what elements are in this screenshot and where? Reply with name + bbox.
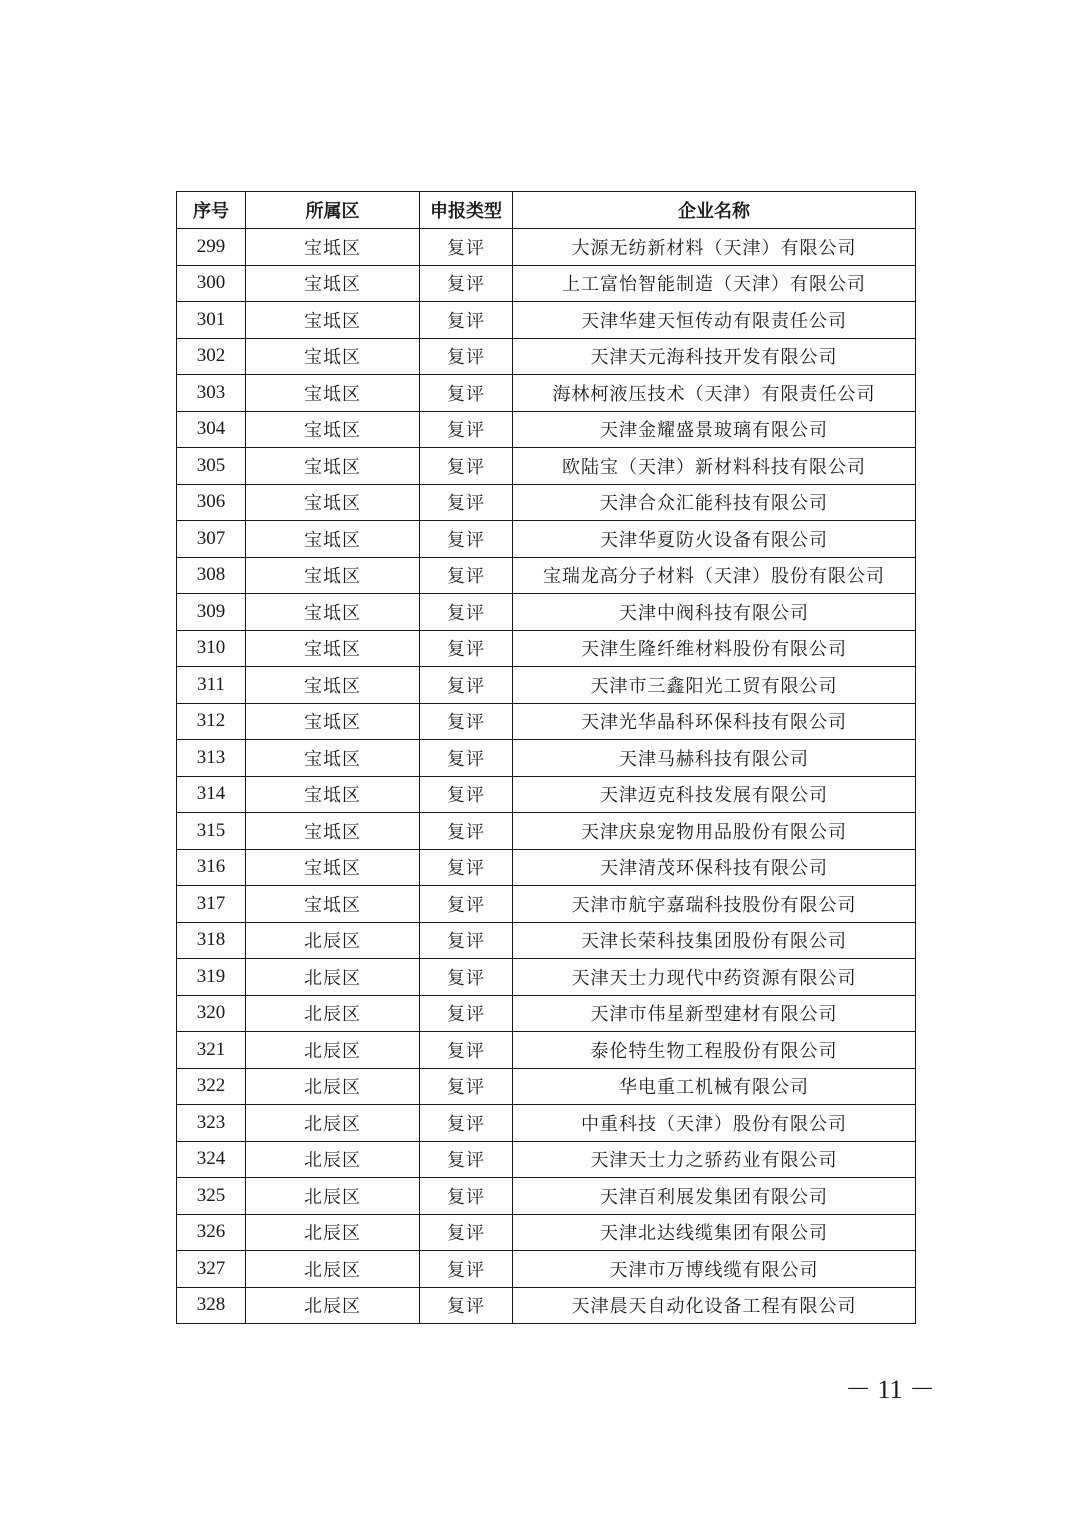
cell-district: 宝坻区 <box>246 740 420 777</box>
cell-serial-number: 304 <box>177 411 246 448</box>
cell-application-type: 复评 <box>420 959 513 996</box>
table-row <box>177 1032 916 1069</box>
cell-serial-number: 302 <box>177 338 246 375</box>
cell-application-type: 复评 <box>420 1287 513 1324</box>
cell-serial-number: 300 <box>177 265 246 302</box>
cell-serial-number: 314 <box>177 776 246 813</box>
cell-district: 北辰区 <box>246 1141 420 1178</box>
cell-company-name: 天津市航宇嘉瑞科技股份有限公司 <box>513 886 916 923</box>
cell-district: 宝坻区 <box>246 703 420 740</box>
cell-company-name: 天津华建天恒传动有限责任公司 <box>513 302 916 339</box>
cell-company-name: 天津光华晶科环保科技有限公司 <box>513 703 916 740</box>
cell-company-name: 天津迈克科技发展有限公司 <box>513 776 916 813</box>
company-list-table <box>176 191 916 1324</box>
cell-serial-number: 321 <box>177 1032 246 1069</box>
cell-district: 北辰区 <box>246 1214 420 1251</box>
cell-district: 北辰区 <box>246 1178 420 1215</box>
table-row <box>177 229 916 266</box>
cell-district: 宝坻区 <box>246 484 420 521</box>
cell-serial-number: 323 <box>177 1105 246 1142</box>
table-row <box>177 1141 916 1178</box>
cell-serial-number: 312 <box>177 703 246 740</box>
table-row <box>177 922 916 959</box>
cell-serial-number: 318 <box>177 922 246 959</box>
cell-company-name: 天津晨天自动化设备工程有限公司 <box>513 1287 916 1324</box>
page-number: － 11 － <box>845 1375 936 1404</box>
table-row <box>177 703 916 740</box>
cell-serial-number: 317 <box>177 886 246 923</box>
cell-company-name: 天津中阀科技有限公司 <box>513 594 916 631</box>
cell-district: 宝坻区 <box>246 630 420 667</box>
cell-serial-number: 310 <box>177 630 246 667</box>
cell-application-type: 复评 <box>420 813 513 850</box>
cell-application-type: 复评 <box>420 740 513 777</box>
header-district: 所属区 <box>246 192 420 229</box>
cell-district: 北辰区 <box>246 1068 420 1105</box>
table-row <box>177 1287 916 1324</box>
cell-application-type: 复评 <box>420 521 513 558</box>
cell-district: 宝坻区 <box>246 813 420 850</box>
cell-company-name: 天津华夏防火设备有限公司 <box>513 521 916 558</box>
table-row <box>177 1105 916 1142</box>
table-row <box>177 338 916 375</box>
table-row <box>177 302 916 339</box>
table-row <box>177 521 916 558</box>
cell-serial-number: 299 <box>177 229 246 266</box>
table-row <box>177 630 916 667</box>
cell-application-type: 复评 <box>420 229 513 266</box>
cell-serial-number: 320 <box>177 995 246 1032</box>
table-row <box>177 557 916 594</box>
cell-company-name: 天津长荣科技集团股份有限公司 <box>513 922 916 959</box>
cell-company-name: 天津合众汇能科技有限公司 <box>513 484 916 521</box>
cell-district: 宝坻区 <box>246 594 420 631</box>
cell-company-name: 天津天士力现代中药资源有限公司 <box>513 959 916 996</box>
cell-serial-number: 307 <box>177 521 246 558</box>
cell-district: 宝坻区 <box>246 557 420 594</box>
table-row <box>177 776 916 813</box>
table-row <box>177 995 916 1032</box>
table-row <box>177 740 916 777</box>
cell-application-type: 复评 <box>420 1214 513 1251</box>
cell-district: 宝坻区 <box>246 886 420 923</box>
cell-district: 北辰区 <box>246 1105 420 1142</box>
cell-serial-number: 311 <box>177 667 246 704</box>
cell-application-type: 复评 <box>420 265 513 302</box>
cell-serial-number: 303 <box>177 375 246 412</box>
cell-district: 宝坻区 <box>246 229 420 266</box>
table-row <box>177 375 916 412</box>
cell-district: 北辰区 <box>246 922 420 959</box>
cell-serial-number: 324 <box>177 1141 246 1178</box>
cell-application-type: 复评 <box>420 484 513 521</box>
cell-serial-number: 325 <box>177 1178 246 1215</box>
header-company-name: 企业名称 <box>513 192 916 229</box>
cell-application-type: 复评 <box>420 1032 513 1069</box>
table-header-row <box>177 192 916 229</box>
cell-company-name: 天津清茂环保科技有限公司 <box>513 849 916 886</box>
cell-application-type: 复评 <box>420 338 513 375</box>
cell-company-name: 天津生隆纤维材料股份有限公司 <box>513 630 916 667</box>
cell-company-name: 上工富怡智能制造（天津）有限公司 <box>513 265 916 302</box>
table-row <box>177 1068 916 1105</box>
cell-district: 宝坻区 <box>246 667 420 704</box>
cell-application-type: 复评 <box>420 667 513 704</box>
cell-company-name: 天津市伟星新型建材有限公司 <box>513 995 916 1032</box>
cell-district: 北辰区 <box>246 995 420 1032</box>
table-row <box>177 667 916 704</box>
cell-company-name: 天津北达线缆集团有限公司 <box>513 1214 916 1251</box>
cell-company-name: 天津百利展发集团有限公司 <box>513 1178 916 1215</box>
cell-application-type: 复评 <box>420 776 513 813</box>
table-row <box>177 594 916 631</box>
cell-application-type: 复评 <box>420 1178 513 1215</box>
table-row <box>177 448 916 485</box>
cell-application-type: 复评 <box>420 375 513 412</box>
table-body <box>177 229 916 1324</box>
cell-company-name: 大源无纺新材料（天津）有限公司 <box>513 229 916 266</box>
cell-serial-number: 309 <box>177 594 246 631</box>
cell-application-type: 复评 <box>420 302 513 339</box>
cell-company-name: 泰伦特生物工程股份有限公司 <box>513 1032 916 1069</box>
cell-company-name: 天津庆泉宠物用品股份有限公司 <box>513 813 916 850</box>
cell-serial-number: 327 <box>177 1251 246 1288</box>
cell-company-name: 天津市三鑫阳光工贸有限公司 <box>513 667 916 704</box>
cell-district: 宝坻区 <box>246 411 420 448</box>
cell-district: 宝坻区 <box>246 448 420 485</box>
cell-company-name: 天津金耀盛景玻璃有限公司 <box>513 411 916 448</box>
cell-application-type: 复评 <box>420 594 513 631</box>
cell-company-name: 海林柯液压技术（天津）有限责任公司 <box>513 375 916 412</box>
cell-application-type: 复评 <box>420 630 513 667</box>
cell-company-name: 天津天士力之骄药业有限公司 <box>513 1141 916 1178</box>
cell-district: 宝坻区 <box>246 375 420 412</box>
cell-serial-number: 322 <box>177 1068 246 1105</box>
cell-district: 宝坻区 <box>246 849 420 886</box>
cell-application-type: 复评 <box>420 1251 513 1288</box>
cell-company-name: 天津市万博线缆有限公司 <box>513 1251 916 1288</box>
cell-district: 宝坻区 <box>246 265 420 302</box>
table-row <box>177 959 916 996</box>
cell-district: 北辰区 <box>246 959 420 996</box>
table-row <box>177 1214 916 1251</box>
cell-application-type: 复评 <box>420 703 513 740</box>
table-row <box>177 886 916 923</box>
cell-serial-number: 319 <box>177 959 246 996</box>
cell-serial-number: 328 <box>177 1287 246 1324</box>
cell-company-name: 天津天元海科技开发有限公司 <box>513 338 916 375</box>
cell-application-type: 复评 <box>420 922 513 959</box>
cell-district: 北辰区 <box>246 1032 420 1069</box>
header-application-type: 申报类型 <box>420 192 513 229</box>
cell-application-type: 复评 <box>420 995 513 1032</box>
table-row <box>177 484 916 521</box>
cell-serial-number: 306 <box>177 484 246 521</box>
cell-company-name: 天津马赫科技有限公司 <box>513 740 916 777</box>
cell-serial-number: 315 <box>177 813 246 850</box>
cell-application-type: 复评 <box>420 1141 513 1178</box>
cell-district: 宝坻区 <box>246 776 420 813</box>
cell-company-name: 宝瑞龙高分子材料（天津）股份有限公司 <box>513 557 916 594</box>
cell-company-name: 欧陆宝（天津）新材料科技有限公司 <box>513 448 916 485</box>
cell-application-type: 复评 <box>420 411 513 448</box>
table-row <box>177 1251 916 1288</box>
cell-application-type: 复评 <box>420 557 513 594</box>
cell-company-name: 华电重工机械有限公司 <box>513 1068 916 1105</box>
cell-company-name: 中重科技（天津）股份有限公司 <box>513 1105 916 1142</box>
cell-application-type: 复评 <box>420 1068 513 1105</box>
table-row <box>177 813 916 850</box>
table-row <box>177 265 916 302</box>
table-row <box>177 849 916 886</box>
cell-serial-number: 313 <box>177 740 246 777</box>
cell-serial-number: 308 <box>177 557 246 594</box>
header-serial-number: 序号 <box>177 192 246 229</box>
cell-application-type: 复评 <box>420 1105 513 1142</box>
cell-application-type: 复评 <box>420 448 513 485</box>
cell-district: 北辰区 <box>246 1251 420 1288</box>
table-row <box>177 1178 916 1215</box>
cell-district: 宝坻区 <box>246 302 420 339</box>
cell-district: 宝坻区 <box>246 338 420 375</box>
cell-serial-number: 305 <box>177 448 246 485</box>
table-row <box>177 411 916 448</box>
cell-serial-number: 316 <box>177 849 246 886</box>
cell-application-type: 复评 <box>420 886 513 923</box>
cell-district: 宝坻区 <box>246 521 420 558</box>
cell-application-type: 复评 <box>420 849 513 886</box>
cell-district: 北辰区 <box>246 1287 420 1324</box>
cell-serial-number: 301 <box>177 302 246 339</box>
cell-serial-number: 326 <box>177 1214 246 1251</box>
